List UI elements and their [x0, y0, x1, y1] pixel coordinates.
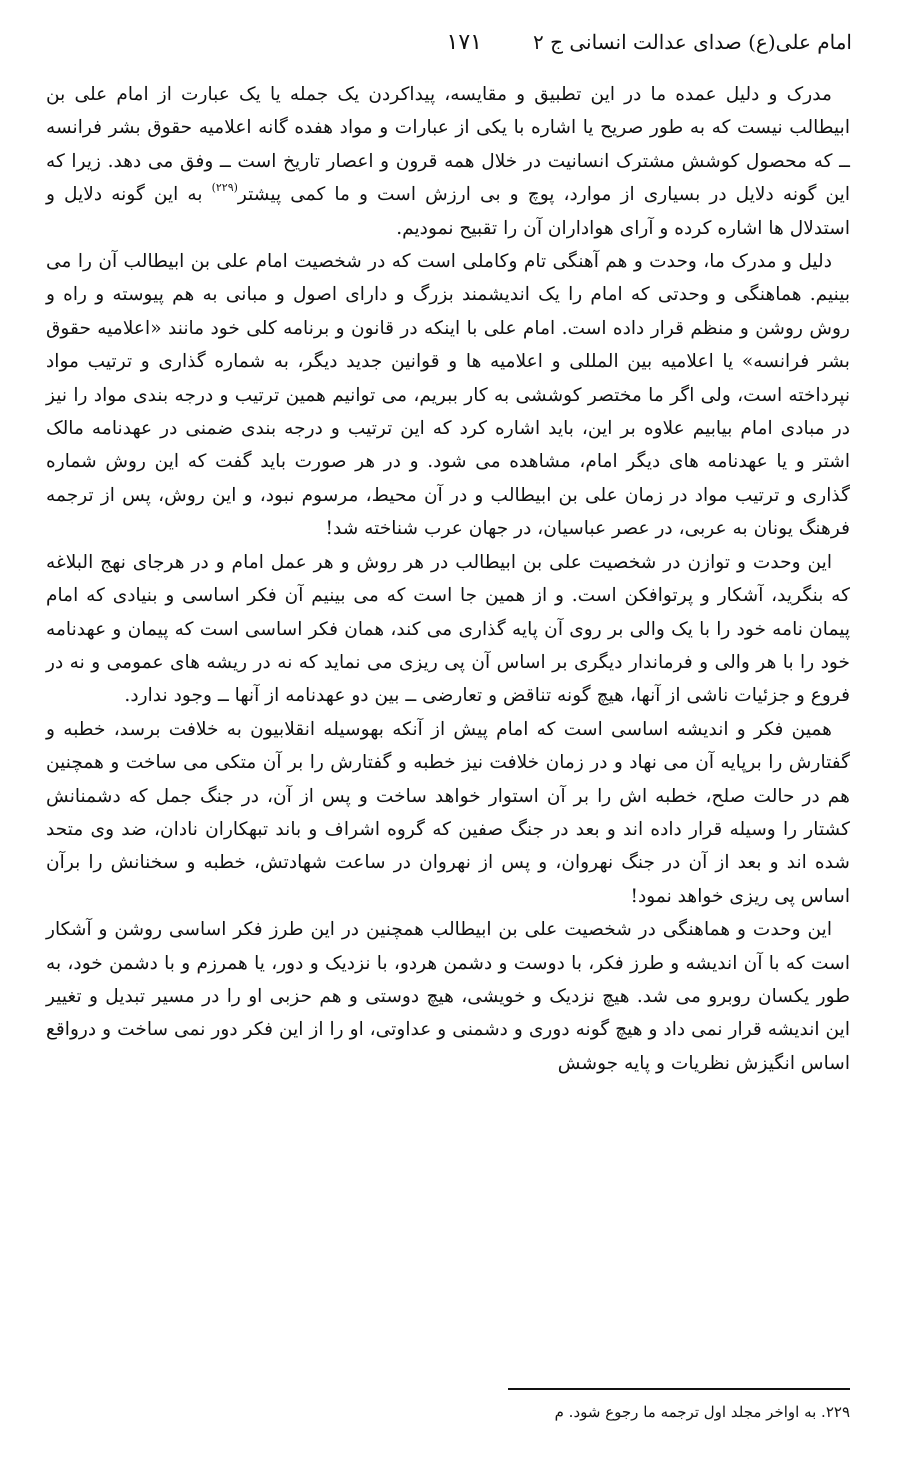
paragraph — [46, 713, 850, 913]
paragraph-text-continued: به این گونه دلایل و استدلال ها اشاره کرده و آرای هواداران آن را تقبیح نمودیم. — [46, 184, 850, 239]
page-number: ۱۷۱ — [446, 30, 482, 55]
paragraph — [46, 546, 850, 713]
paragraph-text: دلیل و مدرک ما، وحدت و هم آهنگی تام وکاملی است که در شخصیت امام علی بن ابیطالب آن را می بینیم. هماهنگی و وحدتی که امام را یک اندیشمند بزرگ و دارای اصول و مبانی به هم پیوسته و راه و روش روشن و منظم قرار داده است. امام علی با اینکه در قانون و برنامه کلی خود مانند «اعلامیه حقوق بشر فرانسه» یا اعلامیه بین المللی و اعلامیه ها و قوانین جدید دیگر، به شماره گذاری و ترتیب مواد نپرداخته است، ولی اگر ما مختصر کوششی به کار ببریم، می توانیم همین ترتیب و درجه بندی مواد را نیز در مبادی امام بیابیم علاوه بر این، باید اشاره کرد که این ترتیب و درجه بندی ضمنی در عهدنامه مالک اشتر و یا عهدنامه های دیگر امام، مشاهده می شود. و در هر صورت باید گفت که این روش شماره گذاری و ترتیب مواد در زمان علی بن ابیطالب و در آن محیط، مرسوم نبود، و این روش، پس از ترجمه فرهنگ یونان به عربی، در عصر عباسیان، در جهان عرب شناخته شد! — [46, 251, 850, 540]
paragraph — [46, 78, 850, 245]
running-header — [40, 30, 852, 66]
paragraph — [46, 913, 850, 1080]
paragraph-text: مدرک و دلیل عمده ما در این تطبیق و مقایسه، پیداکردن یک جمله یا یک عبارت از امام علی بن ابیطالب نیست که به طور صریح یا اشاره با یکی از عبارات و مواد هفده گانه اعلامیه حقوق بشر فرانسه ــ که محصول کوشش مشترک انسانیت در خلال همه قرون و اعصار تاریخ است ــ وفق می دهد. زیرا که این گونه دلایل در بسیاری از موارد، پوچ و بی ارزش است و ما کمی پیشتر — [46, 84, 850, 206]
book-title: امام علی(ع) صدای عدالت انسانی ج ۲ — [532, 30, 852, 54]
paragraph-text: این وحدت و توازن در شخصیت علی بن ابیطالب در هر روش و هر عمل امام و در هرجای نهج البلاغه که بنگرید، آشکار و پرتوافکن است. و از همین جا است که می بینیم آن فکر اساسی و بنیادی که امام پیمان نامه خود را با یک والی بر روی آن پایه گذاری می کند، همان فکر اساسی است که پیمان و عهدنامه خود را با هر والی و فرماندار دیگری بر اساس آن پی ریزی می نماید که نه در ریشه های عمومی و نه در فروع و جزئیات ناشی از آنها، هیچ گونه تناقض و تعارضی ــ بین دو عهدنامه از آنها ــ وجود ندارد. — [46, 551, 850, 707]
paragraph-text: این وحدت و هماهنگی در شخصیت علی بن ابیطالب همچنین در این طرز فکر اساسی روشن و آشکار است که با آن اندیشه و طرز فکر، با دوست و دشمن هردو، با نزدیک و دور، یا همرزم و با دشمن خود، به طور یکسان روبرو می شد. هیچ نزدیک و خویشی، هیچ دوستی و هم حزبی او را در مسیر تبدیل و تغییر این اندیشه قرار نمی داد و هیچ گونه دوری و دشمنی و عداوتی، او را از این فکر دور نمی ساخت و درواقع اساس انگیزش نظریات و پایه جوشش — [46, 919, 850, 1074]
body-text — [46, 78, 850, 1080]
footnote-reference: (۲۲۹) — [211, 181, 238, 195]
footnote-divider — [508, 1388, 850, 1390]
footnote: ۲۲۹. به اواخر مجلد اول ترجمه ما رجوع شود. م — [554, 1403, 850, 1421]
paragraph — [46, 245, 850, 546]
paragraph-text: همین فکر و اندیشه اساسی است که امام پیش از آنکه بهوسیله انقلابیون به خلافت برسد، خطبه و گفتارش را برپایه آن می نهاد و در زمان خلافت نیز خطبه و گفتارش را بر آن متکی می ساخت و همچنین هم در حالت صلح، خطبه اش را بر آن استوار خواهد ساخت و پس از آن، در جنگ جمل که دشمنانش کشتار را وسیله قرار داده اند و بعد در جنگ صفین که گروه اشراف و باند تبهکاران نادان، ضد وی متحد شده اند و بعد از آن در جنگ نهروان، و پس از نهروان در ساعت شهادتش، خطبه و سخنانش را برآن اساس پی ریزی خواهد نمود! — [46, 718, 850, 907]
